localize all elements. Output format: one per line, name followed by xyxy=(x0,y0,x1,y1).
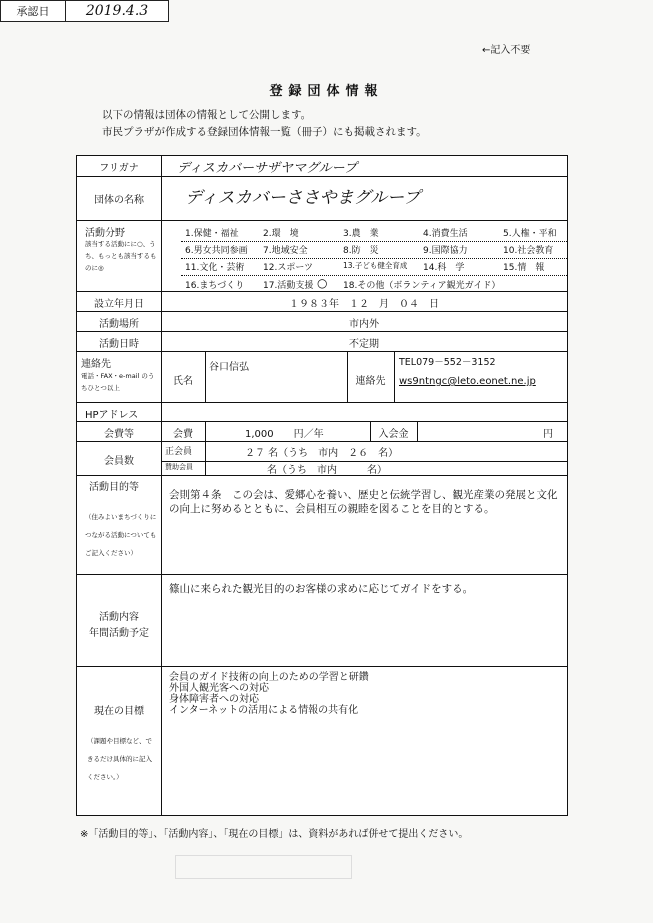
activity-field-label: 活動分野 xyxy=(85,228,125,239)
entry-fee-label: 入会金 xyxy=(378,429,409,440)
category-11[interactable]: 11.文化・芸術 xyxy=(185,263,245,273)
faint-stamp-box xyxy=(175,855,352,879)
tel-value[interactable]: TEL079－552－3152 xyxy=(399,357,496,368)
category-18[interactable]: 18.その他（ボランティア観光ガイド） xyxy=(343,281,501,291)
category-7[interactable]: 7.地域安全 xyxy=(263,246,308,256)
goal-item: インターネットの活用による情報の共有化 xyxy=(169,705,359,716)
fee-sub-label: 会費 xyxy=(173,429,193,440)
category-14[interactable]: 14.科 学 xyxy=(423,263,465,273)
established-value[interactable]: １９８３年 １２ 月 ０４ 日 xyxy=(289,299,439,310)
furigana-label: フリガナ xyxy=(99,163,139,174)
name-field[interactable]: ディスカバーささやまグループ xyxy=(185,188,421,208)
contact-label: 連絡先 xyxy=(81,359,111,370)
approval-box xyxy=(0,0,169,22)
annual-text[interactable]: 篠山に来られた観光目的のお客様の求めに応じてガイドをする。 xyxy=(169,583,474,595)
category-16[interactable]: 16.まちづくり xyxy=(185,281,245,291)
regular-value[interactable]: ２７ 名（うち 市内 ２６ 名） xyxy=(245,448,399,459)
footer-note: ※「活動目的等」、「活動内容」、「現在の目標」は、資料があれば併せて提出ください。 xyxy=(80,829,469,840)
contact-note: 電話・FAX・e-mail のうちひとつ以上 xyxy=(81,372,155,392)
goal-item: 外国人観光客への対応 xyxy=(169,683,269,694)
approval-note: ←記入不要 xyxy=(482,45,531,56)
purpose-text[interactable]: 会則第４条 この会は、愛郷心を養い、歴史と伝統学習し、観光産業の発展と文化の向上に努めるとともに、会員相互の親睦を図ることを目的とする。 xyxy=(169,489,558,515)
goals-label: 現在の目標 xyxy=(94,706,144,717)
email-value[interactable]: ws9ntngc@leto.eonet.ne.jp xyxy=(399,376,536,387)
intro-line-1: 以下の情報は団体の情報として公開します。 xyxy=(102,109,312,121)
purpose-note: （住みよいまちづくりにつながる活動についてもご記入ください） xyxy=(85,513,157,557)
regular-label: 正会員 xyxy=(165,447,193,457)
hp-label: HPアドレス xyxy=(85,410,139,421)
supporting-label: 賛助会員 xyxy=(165,463,193,471)
established-label: 設立年月日 xyxy=(94,299,144,310)
place-label: 活動場所 xyxy=(99,319,139,330)
category-12[interactable]: 12.スポーツ xyxy=(263,263,313,273)
goals-note: （課題や目標など、できるだけ具体的に記入ください。） xyxy=(87,737,152,781)
place-value[interactable]: 市内外 xyxy=(349,319,379,330)
days-label: 活動日時 xyxy=(99,339,139,350)
category-6[interactable]: 6.男女共同参画 xyxy=(185,246,248,256)
goal-item: 身体障害者への対応 xyxy=(169,694,259,705)
members-label: 会員数 xyxy=(104,456,134,467)
contact2-label: 連絡先 xyxy=(355,376,386,387)
fee-label: 会費等 xyxy=(104,429,134,440)
category-2[interactable]: 2.環 境 xyxy=(263,229,299,239)
approval-label: 承認日 xyxy=(1,1,66,22)
category-10[interactable]: 10.社会教育 xyxy=(503,246,554,256)
annual-label-1: 活動内容 xyxy=(99,612,139,623)
days-value[interactable]: 不定期 xyxy=(349,339,379,350)
approval-date[interactable]: 2019.4.3 xyxy=(66,1,169,22)
supporting-value[interactable]: 名（うち 市内 名） xyxy=(267,465,387,476)
name-label: 団体の名称 xyxy=(94,195,144,206)
goals-list[interactable] xyxy=(169,672,369,716)
category-9[interactable]: 9.国際協力 xyxy=(423,246,468,256)
purpose-label: 活動目的等 xyxy=(89,482,139,493)
activity-field-note: 該当する活動にに○、うち、もっとも該当するものに◎ xyxy=(85,240,157,272)
category-4[interactable]: 4.消費生活 xyxy=(423,229,468,239)
person-label: 氏名 xyxy=(173,376,193,387)
registration-form xyxy=(76,155,568,816)
category-13[interactable]: 13.子ども健全育成 xyxy=(343,261,408,270)
document-title: 登録団体情報 xyxy=(269,84,384,99)
furigana-field[interactable]: ディスカバーサザヤマグループ xyxy=(177,161,357,176)
category-8[interactable]: 8.防 災 xyxy=(343,246,379,256)
intro-line-2: 市民プラザが作成する登録団体情報一覧（冊子）にも掲載されます。 xyxy=(102,126,427,138)
goal-item: 会員のガイド技術の向上のための学習と研鑽 xyxy=(169,672,369,683)
selected-circle-mark: ○ xyxy=(317,276,328,290)
category-5[interactable]: 5.人権・平和 xyxy=(503,229,557,239)
entry-fee-value[interactable]: 円 xyxy=(543,429,553,440)
person-name[interactable]: 谷口信弘 xyxy=(209,362,249,373)
category-15[interactable]: 15.情 報 xyxy=(503,263,545,273)
annual-label-2: 年間活動予定 xyxy=(89,628,149,639)
category-17[interactable]: 17.活動支援 xyxy=(263,281,314,291)
category-3[interactable]: 3.農 業 xyxy=(343,229,379,239)
fee-value[interactable]: 1,000 円／年 xyxy=(245,429,324,440)
category-1[interactable]: 1.保健・福祉 xyxy=(185,229,239,239)
